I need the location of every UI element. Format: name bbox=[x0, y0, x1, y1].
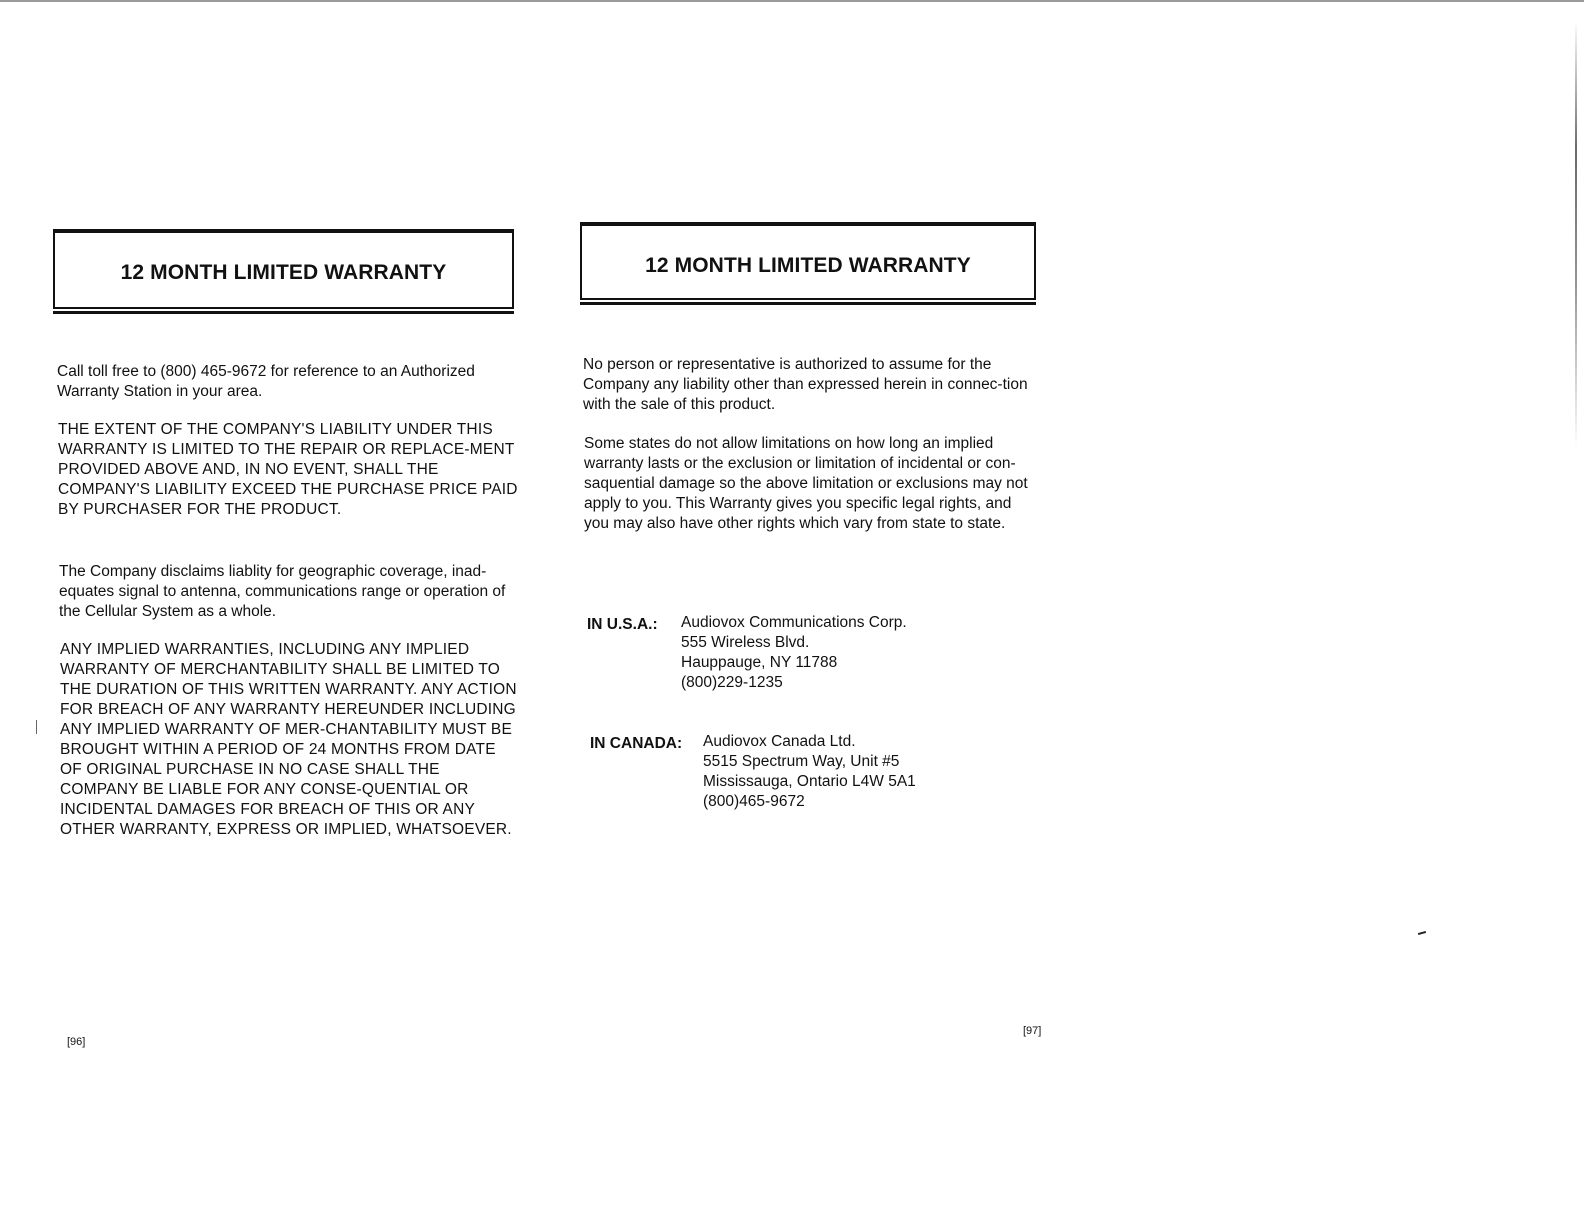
right-paragraph-some-states: Some states do not allow limitations on how long an implied warranty lasts or the exclusion or limitation of incidental or con-saquential damage so the above limitation or exclusions may not apply to you. This Warranty gives you specific legal rights, and you may also have other rights which vary from state to state. bbox=[584, 435, 1028, 532]
right-page bbox=[790, 0, 1584, 1229]
left-page bbox=[0, 0, 790, 1229]
address-canada-line: 5515 Spectrum Way, Unit #5 bbox=[703, 753, 900, 770]
address-canada-line: (800)465-9672 bbox=[703, 793, 805, 810]
address-usa-line: (800)229-1235 bbox=[681, 674, 783, 691]
left-header-box bbox=[53, 229, 514, 309]
address-usa bbox=[681, 613, 907, 693]
address-usa-line: Audiovox Communications Corp. bbox=[681, 614, 907, 631]
address-label-usa: IN U.S.A.: bbox=[587, 616, 658, 633]
address-usa-line: Hauppauge, NY 11788 bbox=[681, 654, 838, 671]
scan-mark bbox=[36, 720, 37, 734]
address-canada bbox=[703, 732, 916, 812]
left-paragraph-liability: THE EXTENT OF THE COMPANY'S LIABILITY UNDER THIS WARRANTY IS LIMITED TO THE REPAIR OR REPLACE-MENT PROVIDED ABOVE AND, IN NO EVENT, SHALL THE COMPANY'S LIABILITY EXCEED THE PURCHASE PRICE PAID BY PURCHASER FOR THE PRODUCT. bbox=[58, 421, 518, 518]
address-canada-line: Audiovox Canada Ltd. bbox=[703, 733, 856, 750]
left-page-number: [96] bbox=[67, 1036, 86, 1048]
right-header-box-frame bbox=[580, 222, 1036, 300]
address-canada-line: Mississauga, Ontario L4W 5A1 bbox=[703, 773, 916, 790]
right-page-number: [97] bbox=[1023, 1025, 1042, 1037]
left-paragraph-toll-free: Call toll free to (800) 465-9672 for reference to an Authorized Warranty Station in your area. bbox=[57, 363, 475, 400]
right-header-title: 12 MONTH LIMITED WARRANTY bbox=[645, 254, 971, 277]
left-header-title: 12 MONTH LIMITED WARRANTY bbox=[120, 261, 447, 284]
left-paragraph-disclaimer: The Company disclaims liablity for geographic coverage, inad-equates signal to antenna, communications range or operation of the Cellular System as a whole. bbox=[59, 563, 506, 620]
left-paragraph-implied-warranties: ANY IMPLIED WARRANTIES, INCLUDING ANY IMPLIED WARRANTY OF MERCHANTABILITY SHALL BE LIMITED TO THE DURATION OF THIS WRITTEN WARRANTY. ANY ACTION FOR BREACH OF ANY WARRANTY HEREUNDER INCLUDING ANY IMPLIED WARRANTY OF MER-CHANTABILITY MUST BE BROUGHT WITHIN A PERIOD OF 24 MONTHS FROM DATE OF ORIGINAL PURCHASE IN NO CASE SHALL THE COMPANY BE LIABLE FOR ANY CONSE-QUENTIAL OR INCIDENTAL DAMAGES FOR BREACH OF THIS OR ANY OTHER WARRANTY, EXPRESS OR IMPLIED, WHATSOEVER. bbox=[60, 641, 517, 838]
address-usa-line: 555 Wireless Blvd. bbox=[681, 634, 810, 651]
address-label-canada: IN CANADA: bbox=[590, 735, 683, 752]
right-paragraph-no-person: No person or representative is authorized to assume for the Company any liability other than expressed herein in connec-tion with the sale of this product. bbox=[583, 356, 1028, 413]
